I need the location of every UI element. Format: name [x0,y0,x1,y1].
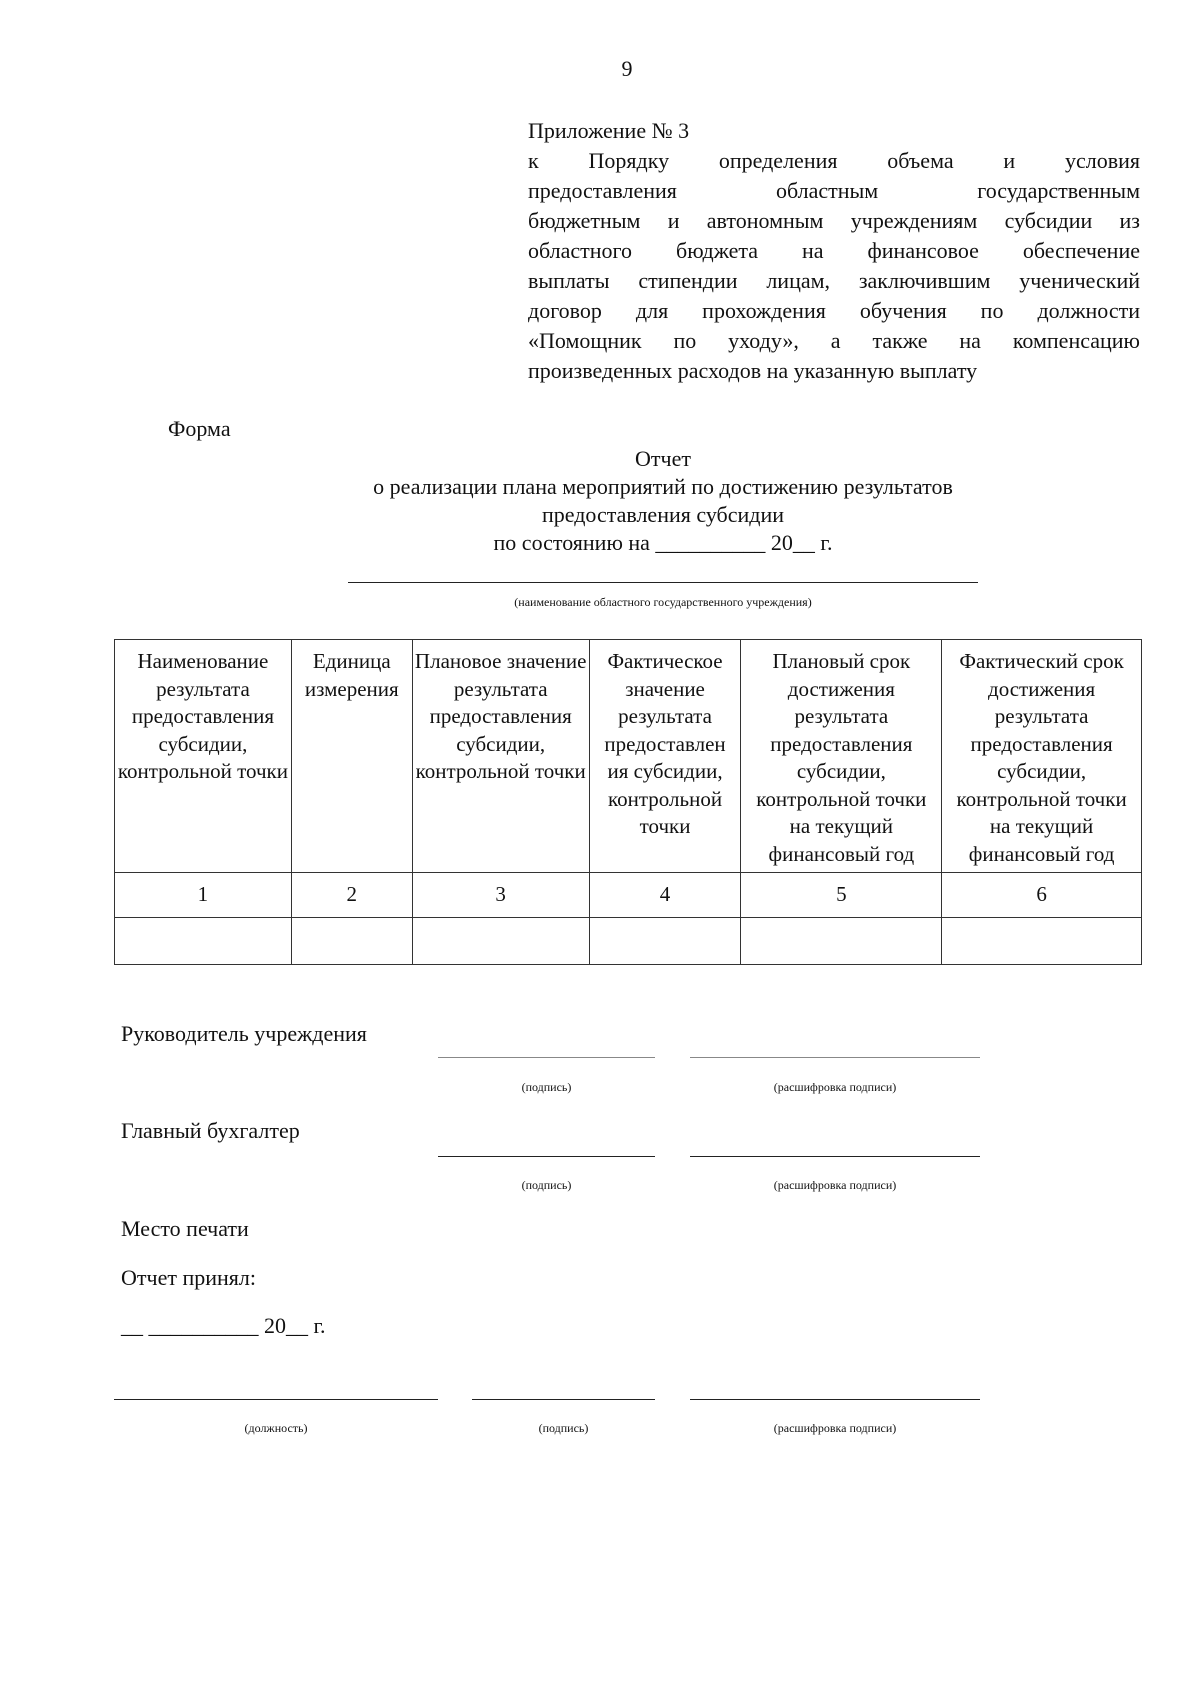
number-cell: 6 [942,873,1142,918]
page-number: 9 [621,56,633,81]
appendix-line: договор для прохождения обучения по должности [528,298,1140,323]
header-cell: Фактическое значение результата предоставлен ия субсидии, контрольной точки [589,640,741,873]
sign-caption: (подпись) [521,1080,572,1094]
position-line [114,1399,438,1400]
appendix-heading [528,116,1140,386]
number-cell: 4 [589,873,741,918]
table-cell[interactable] [115,918,292,965]
decode-caption: (расшифровка подписи) [773,1080,897,1094]
sign-caption: (подпись) [538,1421,589,1435]
form-label: Форма [168,416,231,441]
accepted-label: Отчет принял: [121,1265,256,1290]
table-cell[interactable] [291,918,412,965]
position-caption: (должность) [244,1421,308,1435]
appendix-line: к Порядку определения объема и условия [528,148,1140,173]
table-number-row [115,873,1142,918]
header-cell: Плановое значение результата предоставления субсидии, контрольной точки [412,640,589,873]
accountant-signature-line [438,1156,655,1157]
appendix-line: произведенных расходов на указанную выплату [528,358,978,383]
table-cell[interactable] [741,918,942,965]
institution-line [348,582,978,583]
header-cell: Фактический срок достижения результата предоставления субсидии, контрольной точки на текущий финансовый год [942,640,1142,873]
header-cell: Наименование результата предоставления субсидии, контрольной точки [115,640,292,873]
number-cell: 5 [741,873,942,918]
decode-line [690,1399,980,1400]
appendix-line: Приложение № 3 [528,118,690,143]
table-header-row [115,640,1142,873]
head-signature-line [438,1057,655,1058]
appendix-line: бюджетным и автономным учреждениям субсидии из [528,208,1140,233]
appendix-line: «Помощник по уходу», а также на компенсацию [528,328,1140,353]
head-label: Руководитель учреждения [121,1021,367,1046]
title-line: о реализации плана мероприятий по достижению результатов [373,474,953,499]
appendix-line: областного бюджета на финансовое обеспечение [528,238,1140,263]
appendix-line: выплаты стипендии лицам, заключившим ученический [528,268,1140,293]
sign-caption: (подпись) [521,1178,572,1192]
table-cell[interactable] [942,918,1142,965]
decode-caption: (расшифровка подписи) [773,1421,897,1435]
header-cell: Плановый срок достижения результата предоставления субсидии, контрольной точки на текущий финансовый год [741,640,942,873]
title-line: предоставления субсидии [541,502,785,527]
number-cell: 1 [115,873,292,918]
report-table [114,639,1142,965]
title-line: по состоянию на __________ 20__ г. [493,530,833,555]
head-decode-line [690,1057,980,1058]
number-cell: 2 [291,873,412,918]
institution-caption: (наименование областного государственного учреждения) [514,595,812,609]
table-cell[interactable] [589,918,741,965]
accountant-label: Главный бухгалтер [121,1118,300,1143]
date-field: __ __________ 20__ г. [121,1313,326,1338]
table-row [115,918,1142,965]
header-cell: Единица измерения [291,640,412,873]
signature-line [472,1399,655,1400]
decode-caption: (расшифровка подписи) [773,1178,897,1192]
number-cell: 3 [412,873,589,918]
appendix-line: предоставления областным государственным [528,178,1140,203]
accountant-decode-line [690,1156,980,1157]
seal-label: Место печати [121,1216,249,1241]
report-title [300,445,1026,557]
title-line: Отчет [635,446,691,471]
table-cell[interactable] [412,918,589,965]
